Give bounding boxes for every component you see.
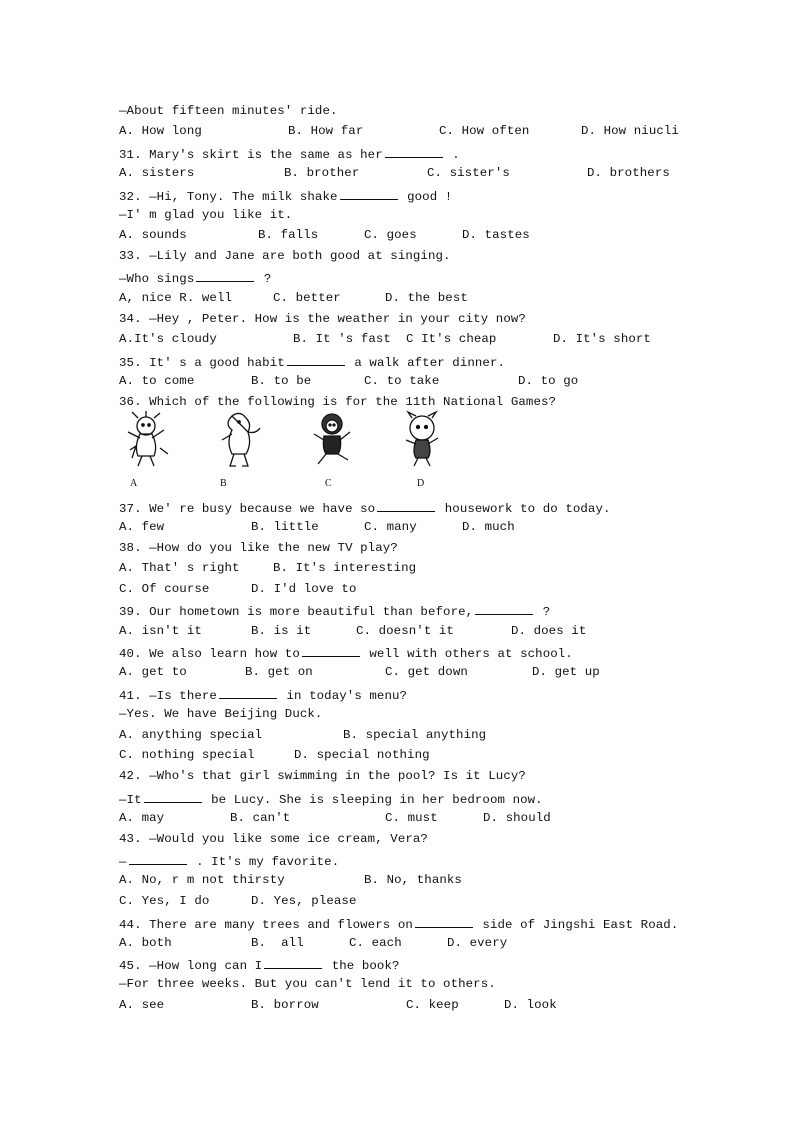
mascot-d-label: D xyxy=(417,478,425,489)
option-row xyxy=(119,561,679,575)
answer-option: C. Yes, I do xyxy=(119,894,210,908)
question-text: 35. It' s a good habit xyxy=(119,356,285,370)
question-text: . xyxy=(444,148,460,162)
answer-blank[interactable] xyxy=(385,145,443,158)
answer-option: C. must xyxy=(385,811,438,825)
option-row xyxy=(119,728,679,742)
answer-option: A. No, r m not thirsty xyxy=(119,873,285,887)
answer-option: C. goes xyxy=(364,228,417,242)
text-line: —About fifteen minutes' ride. xyxy=(119,104,338,118)
text-line: 36. Which of the following is for the 11th National Games? xyxy=(119,395,557,409)
question-text: good ! xyxy=(399,190,453,204)
question-text: 40. We also learn how to xyxy=(119,647,300,661)
answer-option: D. It's short xyxy=(553,332,651,346)
answer-option: C. nothing special xyxy=(119,748,255,762)
question-text: —It xyxy=(119,793,142,807)
option-row xyxy=(119,374,679,388)
option-row xyxy=(119,582,679,596)
answer-blank[interactable] xyxy=(219,686,277,699)
answer-option: B. can't xyxy=(230,811,291,825)
question-text: 31. Mary's skirt is the same as her xyxy=(119,148,383,162)
answer-option: B. to be xyxy=(251,374,312,388)
question-text: the book? xyxy=(324,959,400,973)
text-line: 42. —Who's that girl swimming in the pool? Is it Lucy? xyxy=(119,769,526,783)
question-line xyxy=(119,353,505,370)
text-line: —I' m glad you like it. xyxy=(119,208,293,222)
mascot-a-image xyxy=(124,410,180,470)
answer-option: D. should xyxy=(483,811,551,825)
answer-option: D. the best xyxy=(385,291,468,305)
answer-blank[interactable] xyxy=(475,602,533,615)
question-text: 41. —Is there xyxy=(119,689,217,703)
question-line xyxy=(119,852,339,869)
answer-option: A.It's cloudy xyxy=(119,332,217,346)
question-text: be Lucy. She is sleeping in her bedroom now. xyxy=(203,793,543,807)
question-text: 37. We' re busy because we have so xyxy=(119,502,376,516)
answer-option: A. anything special xyxy=(119,728,263,742)
answer-blank[interactable] xyxy=(415,915,473,928)
question-line xyxy=(119,187,452,204)
answer-option: B. No, thanks xyxy=(364,873,462,887)
answer-option: D. get up xyxy=(532,665,600,679)
answer-option: B. falls xyxy=(258,228,319,242)
question-line xyxy=(119,790,543,807)
answer-option: D. does it xyxy=(511,624,587,638)
answer-option: B. little xyxy=(251,520,319,534)
question-text: —Who sings xyxy=(119,272,195,286)
answer-option: A. get to xyxy=(119,665,187,679)
answer-option: B. How far xyxy=(288,124,364,138)
text-line: 34. —Hey , Peter. How is the weather in your city now? xyxy=(119,312,526,326)
text-line: —Yes. We have Beijing Duck. xyxy=(119,707,323,721)
option-row xyxy=(119,998,679,1012)
option-row xyxy=(119,124,679,138)
answer-option: C. many xyxy=(364,520,417,534)
question-line xyxy=(119,956,400,973)
answer-option: B. brother xyxy=(284,166,360,180)
question-line xyxy=(119,145,460,162)
answer-option: A. few xyxy=(119,520,165,534)
answer-option: D. much xyxy=(462,520,515,534)
answer-option: A. How long xyxy=(119,124,202,138)
option-row xyxy=(119,166,679,180)
answer-option: D. tastes xyxy=(462,228,530,242)
answer-option: C. doesn't it xyxy=(356,624,454,638)
answer-option: C. keep xyxy=(406,998,459,1012)
option-row xyxy=(119,936,679,950)
question-text: 45. —How long can I xyxy=(119,959,263,973)
mascot-c-image xyxy=(306,410,362,470)
question-text: side of Jingshi East Road. xyxy=(474,918,679,932)
answer-option: B. special anything xyxy=(343,728,487,742)
text-line: 38. —How do you like the new TV play? xyxy=(119,541,398,555)
answer-option: A. both xyxy=(119,936,172,950)
question-text: ? xyxy=(256,272,272,286)
question-text: — xyxy=(119,855,127,869)
answer-option: C. Of course xyxy=(119,582,210,596)
option-row xyxy=(119,811,679,825)
option-row xyxy=(119,665,679,679)
answer-blank[interactable] xyxy=(377,499,435,512)
answer-blank[interactable] xyxy=(129,852,187,865)
answer-option: C. How often xyxy=(439,124,530,138)
answer-blank[interactable] xyxy=(144,790,202,803)
answer-option: D. look xyxy=(504,998,557,1012)
question-text: well with others at school. xyxy=(361,647,573,661)
answer-blank[interactable] xyxy=(340,187,398,200)
answer-option: D. I'd love to xyxy=(251,582,357,596)
answer-option: A. sisters xyxy=(119,166,195,180)
answer-option: D. brothers xyxy=(587,166,670,180)
option-row xyxy=(119,520,679,534)
answer-option: B. It 's fast C It's cheap xyxy=(293,332,497,346)
question-text: 39. Our hometown is more beautiful than before, xyxy=(119,605,474,619)
option-row xyxy=(119,228,679,242)
option-row xyxy=(119,291,679,305)
option-row xyxy=(119,748,679,762)
mascot-b-image xyxy=(212,410,268,470)
option-row xyxy=(119,332,679,346)
question-text: . It's my favorite. xyxy=(188,855,340,869)
question-line xyxy=(119,499,611,516)
answer-blank[interactable] xyxy=(196,269,254,282)
answer-option: A, nice R. well xyxy=(119,291,233,305)
answer-option: D. every xyxy=(447,936,508,950)
answer-option: A. That' s right xyxy=(119,561,240,575)
text-line: 33. —Lily and Jane are both good at singing. xyxy=(119,249,451,263)
question-text: ? xyxy=(535,605,551,619)
answer-option: C. get down xyxy=(385,665,468,679)
answer-blank[interactable] xyxy=(287,353,345,366)
option-row xyxy=(119,873,679,887)
answer-option: C. better xyxy=(273,291,341,305)
question-text: in today's menu? xyxy=(278,689,408,703)
answer-blank[interactable] xyxy=(302,644,360,657)
question-text: housework to do today. xyxy=(437,502,611,516)
question-line xyxy=(119,602,550,619)
answer-blank[interactable] xyxy=(264,956,322,969)
answer-option: B. It's interesting xyxy=(273,561,417,575)
question-line xyxy=(119,644,573,661)
answer-option: D. to go xyxy=(518,374,579,388)
answer-option: A. may xyxy=(119,811,165,825)
answer-option: D. Yes, please xyxy=(251,894,357,908)
answer-option: B. is it xyxy=(251,624,312,638)
question-text: 32. —Hi, Tony. The milk shake xyxy=(119,190,338,204)
question-line xyxy=(119,686,407,703)
mascot-a-label: A xyxy=(130,478,138,489)
text-line: 43. —Would you like some ice cream, Vera? xyxy=(119,832,428,846)
answer-option: D. How niucli xyxy=(581,124,679,138)
question-text: a walk after dinner. xyxy=(346,356,506,370)
answer-option: D. special nothing xyxy=(294,748,430,762)
option-row xyxy=(119,894,679,908)
mascot-c-label: C xyxy=(325,478,332,489)
answer-option: A. to come xyxy=(119,374,195,388)
text-line: —For three weeks. But you can't lend it to others. xyxy=(119,977,496,991)
answer-option: C. each xyxy=(349,936,402,950)
mascot-d-image xyxy=(396,410,452,470)
answer-option: A. sounds xyxy=(119,228,187,242)
question-text: 44. There are many trees and flowers on xyxy=(119,918,413,932)
answer-option: A. isn't it xyxy=(119,624,202,638)
answer-option: B. get on xyxy=(245,665,313,679)
answer-option: C. to take xyxy=(364,374,440,388)
question-line xyxy=(119,915,678,932)
answer-option: B. borrow xyxy=(251,998,319,1012)
answer-option: B. all xyxy=(251,936,304,950)
question-line xyxy=(119,269,271,286)
option-row xyxy=(119,624,679,638)
answer-option: C. sister's xyxy=(427,166,510,180)
mascot-b-label: B xyxy=(220,478,227,489)
answer-option: A. see xyxy=(119,998,165,1012)
